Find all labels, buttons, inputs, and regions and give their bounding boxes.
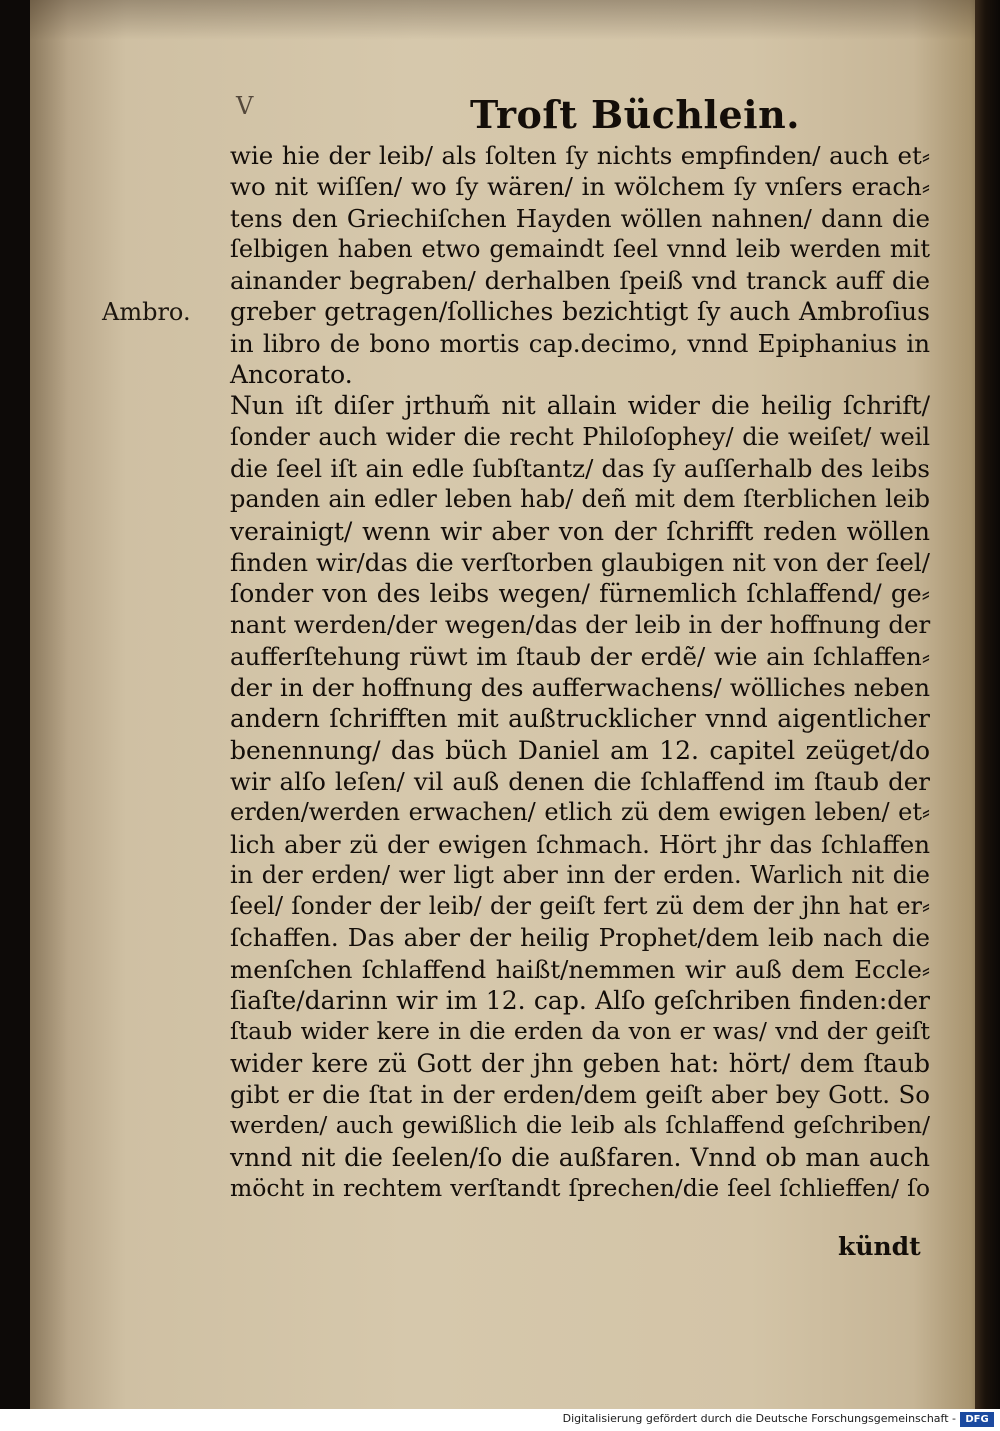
text-line: erden/werden erwachen/ etlich zü dem ewigen leben/ et⸗: [230, 798, 930, 827]
folio-number: V: [236, 92, 254, 120]
text-line: benennung/ das büch Daniel am 12. capitel zeüget/do: [230, 735, 930, 765]
text-line: ſeel/ ſonder der leib/ der geiſt fert zü dem der jhn hat er⸗: [230, 892, 930, 921]
text-line: tens den Griechiſchen Hayden wöllen nahnen/ dann die: [230, 203, 930, 233]
text-line: gibt er die ſtat in der erden/dem geiſt aber bey Gott. So: [230, 1079, 930, 1109]
text-line: menſchen ſchlaffend haißt/nemmen wir auß dem Eccle⸗: [230, 954, 930, 984]
text-line: wir alſo leſen/ vil auß denen die ſchlaffend im ſtaub der: [230, 766, 930, 796]
text-line: ſtaub wider kere in die erden da von er was/ vnd der geiſt: [230, 1017, 930, 1046]
text-line: ſiaſte/darinn wir im 12. cap. Alſo geſchriben finden:der: [230, 986, 930, 1016]
text-line: nant werden/der wegen/das der leib in der hoffnung der: [230, 610, 931, 640]
footer-bar: [0, 1409, 1000, 1431]
text-line: Ancorato.: [230, 360, 353, 390]
text-line: ſonder auch wider die recht Philoſophey/ die weiſet/ weil: [230, 422, 930, 451]
text-line: in libro de bono mortis cap.decimo, vnnd Epiphanius in: [230, 328, 930, 358]
text-line: werden/ auch gewißlich die leib als ſchlaffend geſchriben/: [230, 1111, 930, 1140]
page-shadow: [30, 0, 990, 40]
text-line: möcht in rechtem verſtandt ſprechen/die ſeel ſchlieffen/ ſo: [230, 1173, 930, 1202]
text-line: in der erden/ wer ligt aber inn der erden. Warlich nit die: [230, 860, 930, 889]
text-line: die ſeel iſt ain edle ſubſtantz/ das ſy auſſerhalb des leibs: [230, 453, 930, 483]
text-line: lich aber zü der ewigen ſchmach. Hört jhr das ſchlaffen: [230, 829, 930, 859]
text-line: finden wir/das die verſtorben glaubigen nit von der ſeel/: [230, 547, 930, 577]
body-text: [230, 140, 930, 1204]
text-line: vnnd nit die ſeelen/ſo die außfaren. Vnnd ob man auch: [230, 1142, 930, 1172]
text-line: greber getragen/ſolliches bezichtigt ſy auch Ambroſius: [230, 297, 930, 327]
text-line: panden ain edler leben hab/ deñ mit dem ſterblichen leib: [230, 485, 930, 514]
text-line: wo nit wiſſen/ wo ſy wären/ in wölchem ſy vnſers erach⸗: [230, 172, 930, 202]
text-line: ſonder von des leibs wegen/ fürnemlich ſchlaffend/ ge⸗: [230, 579, 930, 609]
funding-credit: Digitalisierung gefördert durch die Deutsche Forschungsgemeinschaft -: [562, 1412, 956, 1425]
text-line: der in der hoffnung des aufferwachens/ wölliches neben: [230, 673, 930, 703]
text-line: ainander begraben/ derhalben ſpeiß vnd tranck auff die: [230, 266, 930, 296]
catchword: kündt: [838, 1232, 921, 1261]
margin-note: Ambro.: [102, 298, 191, 326]
text-line: aufferſtehung rüwt im ſtaub der erdẽ/ wie ain ſchlaffen⸗: [230, 641, 930, 671]
text-line: wider kere zü Gott der jhn geben hat: hört/ dem ſtaub: [230, 1048, 930, 1078]
text-line: ſchaffen. Das aber der heilig Prophet/dem leib nach die: [230, 923, 930, 953]
text-line: ſelbigen haben etwo gemaindt ſeel vnnd leib werden mit: [230, 234, 930, 263]
text-line: wie hie der leib/ als ſolten ſy nichts empfinden/ auch et⸗: [230, 141, 930, 170]
dfg-logo: DFG: [960, 1412, 994, 1427]
running-head: Troſt Büchlein.: [470, 92, 800, 137]
book-binding-edge: [975, 0, 1000, 1409]
text-line: Nun iſt diſer jrthum̃ nit allain wider die heilig ſchrift/: [230, 391, 930, 421]
text-line: verainigt/ wenn wir aber von der ſchrifft reden wöllen: [230, 516, 930, 546]
text-line: andern ſchrifften mit außtrucklicher vnnd aigentlicher: [230, 704, 930, 734]
